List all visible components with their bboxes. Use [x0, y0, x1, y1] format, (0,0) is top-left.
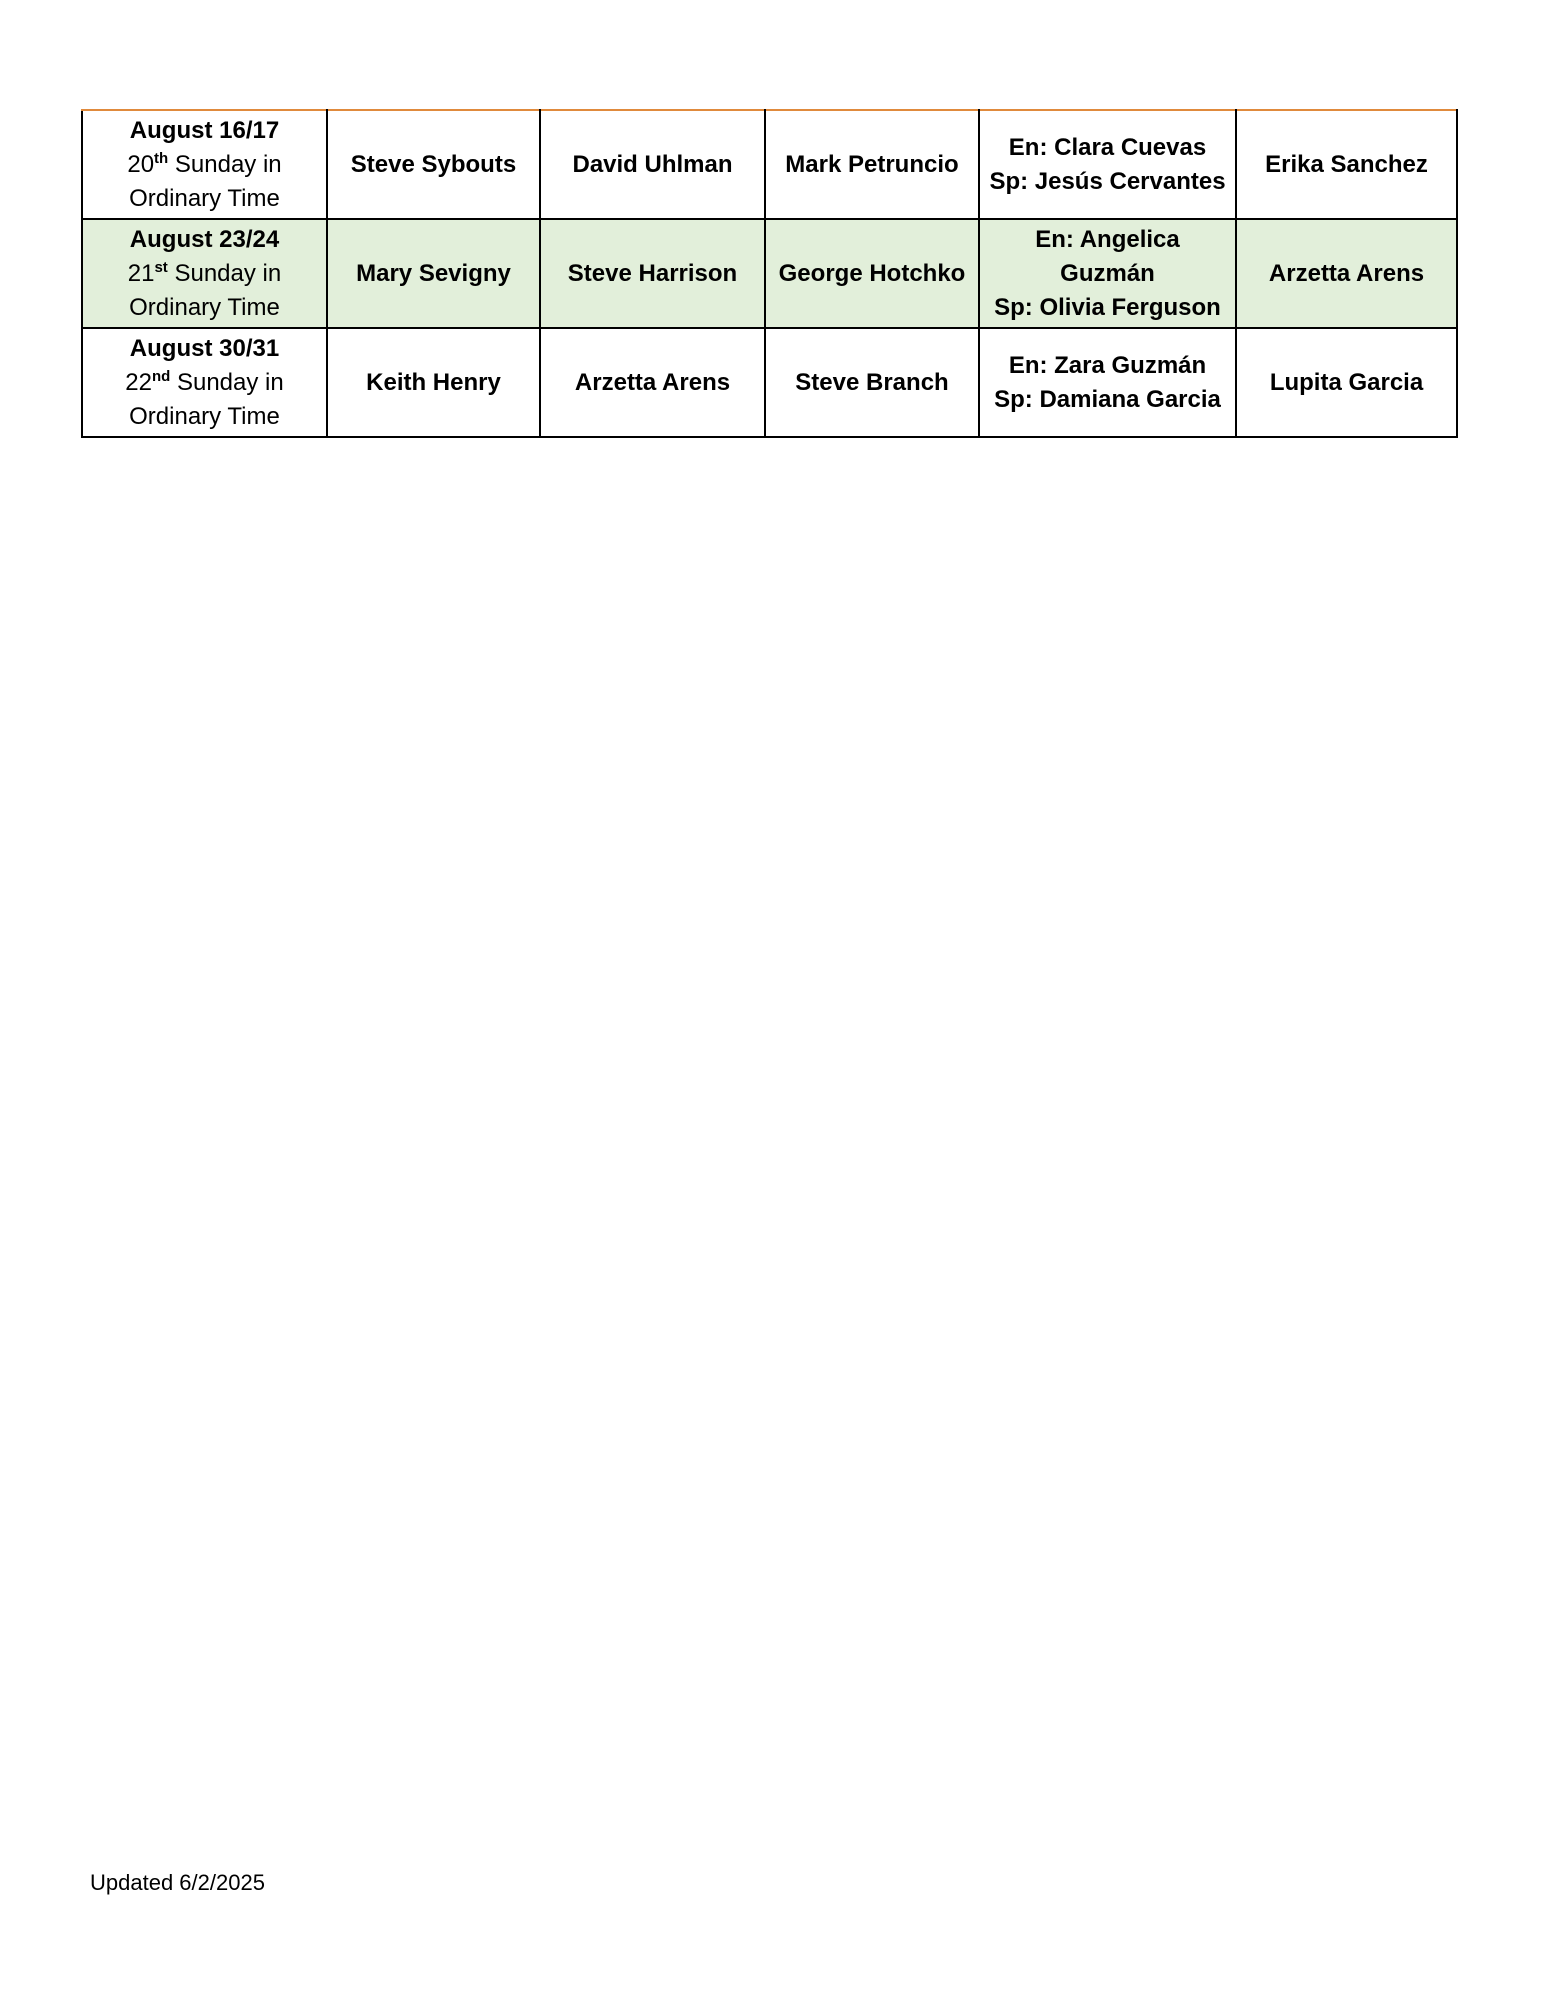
date-label: August 30/31 [129, 334, 280, 362]
minister-cell-1: Steve Sybouts [327, 110, 540, 219]
occasion-text: Sunday in [170, 368, 284, 396]
cell-line: En: Clara Cuevas [1008, 133, 1207, 161]
occasion-line2: Ordinary Time [129, 402, 280, 430]
minister-cell-3: George Hotchko [765, 219, 979, 328]
ordinal-suffix: th [154, 149, 169, 167]
minister-cell-3: Steve Branch [765, 328, 979, 437]
minister-cell-4 [979, 110, 1236, 219]
ordinal-number: 20 [127, 150, 155, 178]
minister-cell-2: Steve Harrison [540, 219, 765, 328]
cell-line: En: Angelica [1035, 225, 1180, 253]
occasion-text: Sunday in [168, 150, 282, 178]
cell-line: Sp: Damiana Garcia [994, 385, 1221, 413]
minister-cell-1: Keith Henry [327, 328, 540, 437]
occasion-line2: Ordinary Time [129, 184, 280, 212]
date-cell [82, 110, 327, 219]
minister-cell-3: Mark Petruncio [765, 110, 979, 219]
table-row [82, 328, 1457, 437]
minister-cell-2: David Uhlman [540, 110, 765, 219]
schedule-table [81, 109, 1458, 438]
minister-cell-5: Erika Sanchez [1236, 110, 1457, 219]
occasion-label [89, 148, 320, 182]
cell-line: En: Zara Guzmán [1008, 351, 1207, 379]
date-cell [82, 328, 327, 437]
updated-date: Updated 6/2/2025 [90, 1870, 265, 1895]
minister-cell-1: Mary Sevigny [327, 219, 540, 328]
minister-cell-4 [979, 219, 1236, 328]
minister-cell-5: Lupita Garcia [1236, 328, 1457, 437]
occasion-line2: Ordinary Time [129, 293, 280, 321]
ordinal-number: 22 [125, 368, 152, 396]
date-cell [82, 219, 327, 328]
minister-cell-5: Arzetta Arens [1236, 219, 1457, 328]
ordinal-suffix: st [154, 258, 168, 276]
cell-line: Sp: Jesús Cervantes [989, 167, 1226, 195]
minister-cell-4 [979, 328, 1236, 437]
table-row [82, 110, 1457, 219]
minister-cell-2: Arzetta Arens [540, 328, 765, 437]
occasion-label [89, 257, 320, 291]
occasion-label [89, 366, 320, 400]
cell-line: Sp: Olivia Ferguson [994, 293, 1221, 321]
table-row [82, 219, 1457, 328]
date-label: August 16/17 [129, 116, 280, 144]
cell-line: Guzmán [1060, 259, 1155, 287]
date-label: August 23/24 [129, 225, 280, 253]
occasion-text: Sunday in [167, 259, 282, 287]
ordinal-suffix: nd [151, 367, 171, 385]
ordinal-number: 21 [127, 259, 155, 287]
